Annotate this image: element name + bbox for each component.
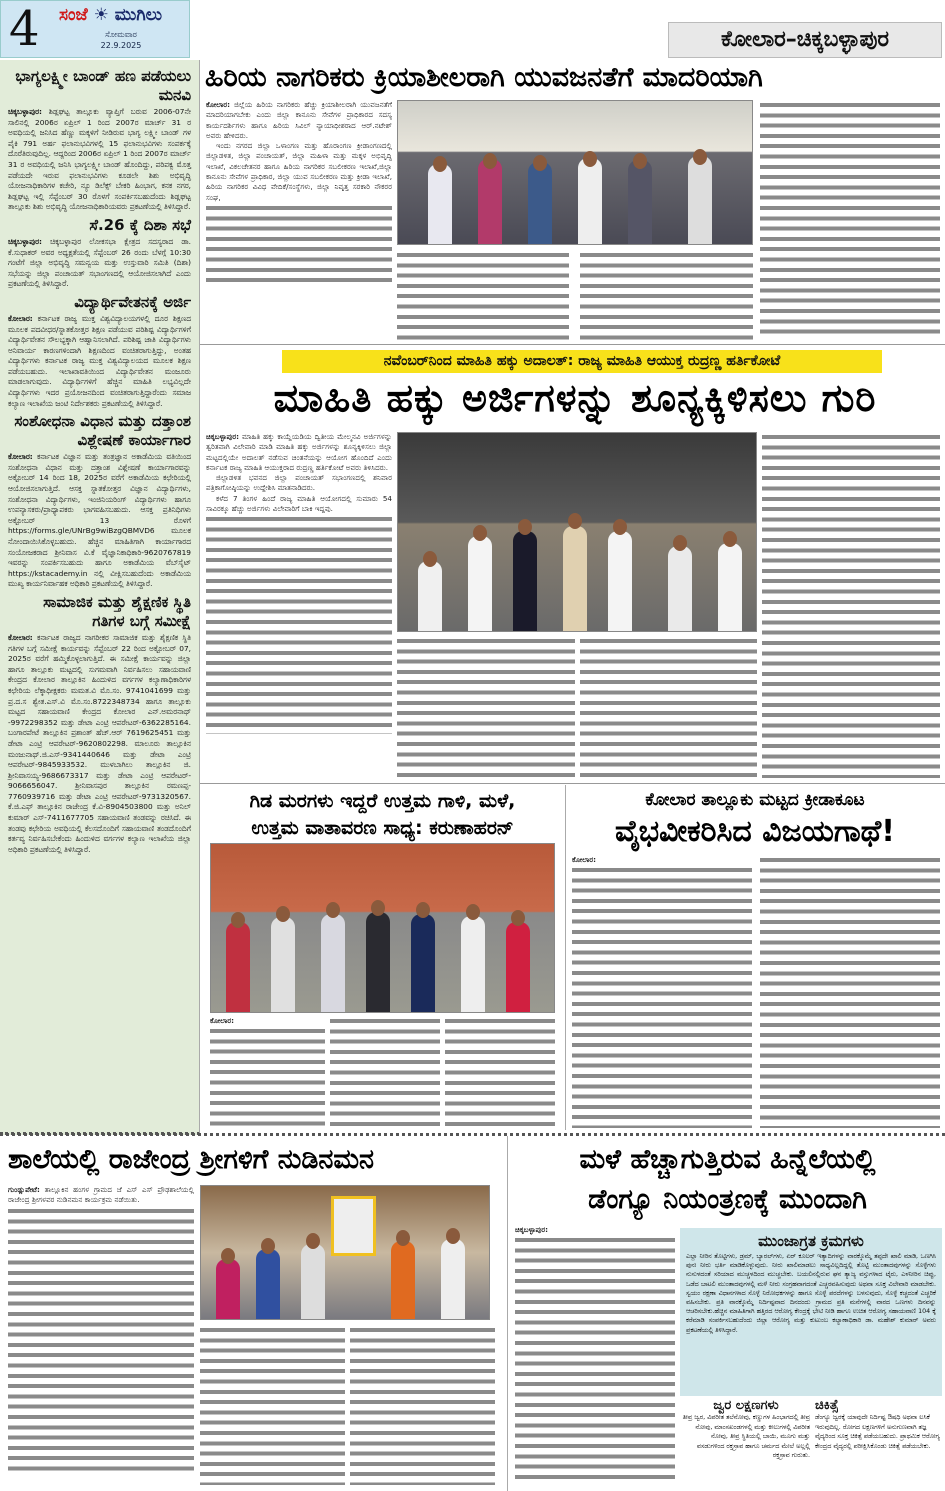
- article-school-col3: [350, 1325, 495, 1485]
- photo-tree-planting: [210, 843, 555, 1013]
- article-rti-col1: ಚಿಕ್ಕಬಳ್ಳಾಪುರ: ಮಾಹಿತಿ ಹಕ್ಕು ಕಾಯ್ದೆಯಡಿಯ ದ್ವಿತೀಯ ಮೇಲ್ಮನವಿ ಅರ್ಜಿಗಳನ್ನು ತ್ವರಿತವಾಗಿ ವಿಲೇವಾರಿ ಮಾಡಿ ಮಾಹಿತಿ ಹಕ್ಕು ಅರ್ಜಿಗಳನ್ನು ಶೂನ್ಯಕ್ಕಿಳಿಸಲು ಜಿಲ್ಲಾ ಮಟ್ಟದಲ್ಲಿಯೇ ಅದಾಲತ್ ನಡೆಸುವ ಚಿಂತನೆಯನ್ನು ಆಯೋಗ ಹೊಂದಿದೆ ಎಂದು ಕರ್ನಾಟಕ ರಾಜ್ಯ ಮಾಹಿತಿ ಆಯುಕ್ತರಾದ ರುದ್ರಣ್ಣ ಹರ್ತಿಕೋಟೆ ಅವರು ತಿಳಿಸಿದರು. ಜಿಲ್ಲಾಡಳಿತ ಭವನದ ಜಿಲ್ಲಾ ಪಂಚಾಯತ್ ಸಭಾಂಗಣದಲ್ಲಿ ಶನಿವಾರ ಪತ್ರಿಕಾಗೋಷ್ಠಿಯನ್ನು ಉದ್ದೇಶಿಸಿ ಮಾತನಾಡಿದರು. ಕಳೆದ 7 ತಿಂಗಳ ಹಿಂದೆ ರಾಜ್ಯ ಮಾಹಿತಿ ಆಯೋಗದಲ್ಲಿ ಸುಮಾರು 54 ಸಾವಿರಕ್ಕೂ ಹೆಚ್ಚು ಅರ್ಜಿಗಳು ವಿಲೇವಾರಿಗೆ ಬಾಕಿ ಇದ್ದವು.: [206, 432, 392, 777]
- article-elders-col2: [397, 250, 569, 340]
- article-dengue-col1: ಚಿಕ್ಕಬಳ್ಳಾಪುರ:: [515, 1225, 675, 1487]
- brief-text: ಚಿಕ್ಕಬಳ್ಳಾಪುರ ಲೋಕಸಭಾ ಕ್ಷೇತ್ರದ ಸದಸ್ಯರಾದ ಡಾ. ಕೆ.ಸುಧಾಕರ್ ಅವರ ಅಧ್ಯಕ್ಷತೆಯಲ್ಲಿ ಸೆಪ್ಟೆಂಬರ್ 26 ರಂದು ಬೆಳಗ್ಗೆ 10:30 ಗಂಟೆಗೆ ಜಿಲ್ಲಾ ಅಭಿವೃದ್ಧಿ ಸಮನ್ವಯ ಮತ್ತು ಉಸ್ತುವಾರಿ ಸಮಿತಿ (ದಿಶಾ) ಸಭೆಯನ್ನು ಜಿಲ್ಲಾ ಪಂಚಾಯತ್ ಸಭಾಂಗಣದಲ್ಲಿ ಆಯೋಜಿಸಲಾಗಿದೆ ಎಂದು ಪ್ರಕಟಣೆಯಲ್ಲಿ ತಿಳಿಸಿದ್ದಾರೆ.: [8, 236, 191, 289]
- brief-headline: ವಿದ್ಯಾರ್ಥಿವೇತನಕ್ಕೆ ಅರ್ಜಿ: [74, 292, 191, 311]
- brief-dateline: ಕೋಲಾರ:: [8, 452, 33, 462]
- headline-dengue: ಮಳೆ ಹೆಚ್ಚಾಗುತ್ತಿರುವ ಹಿನ್ನೆಲೆಯಲ್ಲಿ ಡೆಂಗ್ಯೂ ನಿಯಂತ್ರಣಕ್ಕೆ ಮುಂದಾಗಿ: [579, 1144, 876, 1215]
- photo-elders-event: [397, 100, 753, 245]
- article-rti-col3: [580, 636, 757, 778]
- brief-text: ಶಿಡ್ಲಘಟ್ಟ ತಾಲ್ಲೂಕು ವ್ಯಾಪ್ತಿಗೆ ಬರುವ 2006-07ನೇ ಸಾಲಿನಲ್ಲಿ 2006ರ ಏಪ್ರಿಲ್ 1 ರಿಂದ 2007ರ ಮಾರ್ಚ್ 31 ರ ಅವಧಿಯಲ್ಲಿ ಜನಿಸಿದ ಹೆಣ್ಣು ಮಕ್ಕಳಿಗೆ ನೀಡಿರುವ ಭಾಗ್ಯ ಲಕ್ಷ್ಮೀ ಬಾಂಡ್ ಗಳ ಪೈಕಿ 791 ಅರ್ಹ ಫಲಾನುಭವಿಗಳಲ್ಲಿ 15 ಫಲಾನುಭವಿಗಳು ಸಂಪರ್ಕಕ್ಕೆ ದೊರೆತಿರುವುದಿಲ್ಲ. ಆದ್ದರಿಂದ 2006ರ ಏಪ್ರಿಲ್ 1 ರಿಂದ 2007ರ ಮಾರ್ಚ್ 31 ರ ಅವಧಿಯಲ್ಲಿ ಜನಿಸಿ ಭಾಗ್ಯಲಕ್ಷ್ಮೀ ಬಾಂಡ್ ಹೊಂದಿದ್ದು, ಪರಿಪಕ್ವ ಮೊತ್ತ ಪಡೆಯದೇ ಇರುವ ಫಲಾನುಭವಿಗಳು ಕೂಡಲೇ ಶಿಶು ಅಭಿವೃದ್ಧಿ ಯೋಜನಾಧಿಕಾರಿಗಳ ಕಚೇರಿ, ನ್ಯೂ ಡಿಲೆಕ್ಸ್ ಬೇಕರಿ ಹಿಂಭಾಗ, ಕನಕ ನಗರ, ಶಿಡ್ಲಘಟ್ಟ ಇಲ್ಲಿ ಸೆಪ್ಟೆಂಬರ್ 30 ರೊಳಗೆ ಸಂಪರ್ಕಿಸಬಹುದೆಂದು ಶಿಡ್ಲಘಟ್ಟ ತಾಲ್ಲೂಕು ಶಿಶು ಅಭಿವೃದ್ಧಿ ಯೋಜನಾಧಿಕಾರಿಯವರು ಪ್ರಕಟಣೆಯಲ್ಲಿ ತಿಳಿಸಿದ್ದಾರೆ.: [8, 107, 191, 212]
- article-rti-col4: [762, 432, 940, 778]
- masthead: [0, 0, 190, 58]
- page-number: 4: [9, 1, 40, 57]
- brief-body: [8, 107, 191, 213]
- treatment-section: ಚಿಕಿತ್ಸೆ ಡೆಂಗ್ಯೂ ಜ್ವರಕ್ಕೆ ಯಾವುದೇ ನಿರ್ದಿಷ್ಟ ಔಷಧಿ ಅಥವಾ ಲಸಿಕೆ ಇರುವುದಿಲ್ಲ. ರೋಗದ ಲಕ್ಷಣಗಳಿಗೆ ಅನುಗುಣವಾಗಿ ತಜ್ಞ ವೈದ್ಯರಿಂದ ಸೂಕ್ತ ಚಿಕಿತ್ಸೆ ಪಡೆಯಬಹುದು. ಪ್ರಾಥಮಿಕ ಆರೋಗ್ಯ ಕೇಂದ್ರದ ವೈದ್ಯರಲ್ಲಿ ಪರೀಕ್ಷಿಸಿಕೊಂಡು ಚಿಕಿತ್ಸೆ ಪಡೆಯಬೇಕು.: [815, 1398, 940, 1450]
- brief-dateline: ಚಿಕ್ಕಬಳ್ಳಾಪುರ:: [8, 236, 42, 246]
- kicker-rti: ನವೆಂಬರ್‌ನಿಂದ ಮಾಹಿತಿ ಹಕ್ಕು ಅದಾಲತ್: ರಾಜ್ಯ ಮಾಹಿತಿ ಆಯುಕ್ತ ರುದ್ರಣ್ಣ ಹರ್ತಿಕೋಟೆ: [282, 350, 882, 373]
- headline-rti: ಮಾಹಿತಿ ಹಕ್ಕು ಅರ್ಜಿಗಳನ್ನು ಶೂನ್ಯಕ್ಕಿಳಿಸಲು ಗುರಿ: [273, 376, 877, 420]
- article-elders-col3: [580, 250, 753, 340]
- brief-dateline: ಕೋಲಾರ:: [8, 632, 33, 642]
- brief-dateline: ಚಿಕ್ಕಬಳ್ಳಾಪುರ:: [8, 107, 42, 116]
- brief-text: ಕರ್ನಾಟಕ ರಾಜ್ಯ ಮುಕ್ತ ವಿಶ್ವವಿದ್ಯಾಲಯಗಳಲ್ಲಿ ದೂರ ಶಿಕ್ಷಣದ ಮೂಲಕ ಪದವೀಧರ/ಸ್ನಾತಕೋತ್ತರ ಶಿಕ್ಷಣ ಪಡೆಯುವ ಪರಿಶಿಷ್ಟ ವಿದ್ಯಾರ್ಥಿಗಳಿಗೆ ವಿದ್ಯಾರ್ಥಿವೇತನ ಸೌಲಭ್ಯಕ್ಕಾಗಿ ಆಹ್ವಾನಿಸಲಾಗಿದೆ. ಪರಿಶಿಷ್ಟ ಜಾತಿ ವಿದ್ಯಾರ್ಥಿಗಳು ಅನಿವಾರ್ಯ ಕಾರಣಗಳಿಂದಾಗಿ ಶಿಕ್ಷಣದಿಂದ ವಂಚಿತರಾಗುತ್ತಿದ್ದು, ಅಂತಹ ವಿದ್ಯಾರ್ಥಿಗಳು ಕರ್ನಾಟಕ ರಾಜ್ಯ ಮುಕ್ತ ವಿಶ್ವವಿದ್ಯಾಲಯದ ಮೂಲಕ ಶಿಕ್ಷಣ ಪಡೆಯಬಹುದು. ಇಲಾಖಾವತಿಯಿಂದ ವಿದ್ಯಾರ್ಥಿವೇತನ ಮಂಜೂರು ಮಾಡಲಾಗುವುದು. ವಿದ್ಯಾರ್ಥಿಗಳಿಗೆ ಹೆಚ್ಚಿನ ಮಾಹಿತಿ ಲಭ್ಯವಿಲ್ಲದೇ ವಿದ್ಯಾರ್ಥಿಗಳು ಇದರ ಪ್ರಯೋಜನದಿಂದ ವಂಚಿತರಾಗುತ್ತಿದ್ದಾರೆಂದು ಸಮಾಜ ಕಲ್ಯಾಣ ಇಲಾಖೆಯ ಜಂಟಿ ನಿರ್ದೇಶಕರು ಪ್ರಕಟಣೆಯಲ್ಲಿ ತಿಳಿಸಿದ್ದಾರೆ.: [8, 313, 191, 408]
- kicker-sports: ಕೋಲಾರ ತಾಲ್ಲೂಕು ಮಟ್ಟದ ಕ್ರೀಡಾಕೂಟ: [645, 790, 865, 810]
- brief-headline: ಸಾಮಾಜಿಕ ಮತ್ತು ಶೈಕ್ಷಣಿಕ ಸ್ಥಿತಿ ಗತಿಗಳ ಬಗ್ಗೆ ಸಮೀಕ್ಷೆ: [43, 592, 191, 630]
- article-trees-col1: ಕೋಲಾರ:: [210, 1016, 325, 1128]
- article-elders-col4: [760, 100, 940, 340]
- newspaper-logo: ಸಂಜೆ ☀ ಮುಗಿಲು: [59, 5, 163, 25]
- article-trees-col3: [445, 1016, 555, 1128]
- precautions-box: [680, 1228, 942, 1396]
- brief-headline: ಸಂಶೋಧನಾ ವಿಧಾನ ಮತ್ತು ದತ್ತಾಂಶ ವಿಶ್ಲೇಷಣೆ ಕಾರ್ಯಾಗಾರ: [14, 412, 191, 450]
- headline-sports: ವೈಭವೀಕರಿಸಿದ ವಿಜಯಗಾಥೆ!: [615, 814, 895, 849]
- brief-dateline: ಕೋಲಾರ:: [8, 313, 33, 323]
- brief-text: ಕರ್ನಾಟಕ ವಿಜ್ಞಾನ ಮತ್ತು ತಂತ್ರಜ್ಞಾನ ಅಕಾಡೆಮಿಯ ವತಿಯಿಂದ ಸಂಶೋಧನಾ ವಿಧಾನ ಮತ್ತು ದತ್ತಾಂಶ ವಿಶ್ಲೇಷಣೆ ಕಾರ್ಯಾಗಾರವನ್ನು ಅಕ್ಟೋಬರ್ 14 ರಿಂದ 18, 2025ರ ವರೆಗೆ ಅಕಾಡೆಮಿಯ ಕಛೇರಿಯಲ್ಲಿ ಆಯೋಜಿಸಲಾಗುತ್ತಿದೆ. ಆಸಕ್ತ ಸ್ನಾತಕೋತ್ತರ ವಿಜ್ಞಾನ ವಿದ್ಯಾರ್ಥಿಗಳು, ಸಂಶೋಧನಾ ವಿದ್ಯಾರ್ಥಿಗಳು, ಇಂಜಿನಿಯರಿಂಗ್ ವಿದ್ಯಾರ್ಥಿಗಳು ಹಾಗೂ ಉಪನ್ಯಾಸಕರು/ಪ್ರಾಧ್ಯಾಪಕರು ಭಾಗವಹಿಸಬಹುದು. ಆಸಕ್ತ ಪ್ರತಿನಿಧಿಗಳು ಅಕ್ಟೋಬರ್ 13 ರೊಳಗೆ https://forms.gle/UNrBg9wiBzgQBMVD6 ಮೂಲಕ ನೋಂದಾಯಿಸಿಕೊಳ್ಳಬಹುದು. ಹೆಚ್ಚಿನ ಮಾಹಿತಿಗಾಗಿ ಕಾರ್ಯಾಗಾರದ ಸಂಯೋಜಕರಾದ ಶ್ರೀನಿವಾಸ ವಿ.ಕೆ ವೈಜ್ಞಾನಿಕಾಧಿಕಾರಿ-9620767819 ಇವರನ್ನು ಸಂಪರ್ಕಿಸಬಹುದು ಹಾಗೂ ಅಕಾಡೆಮಿಯ ವೆಬ್‌ಸೈಟ್ https://kstacademy.in ನಲ್ಲಿ ವೀಕ್ಷಿಸಬಹುದೆಂದು ಅಕಾಡೆಮಿಯ ಮುಖ್ಯ ಕಾರ್ಯನಿರ್ವಾಹಕ ಅಧಿಕಾರಿ ಪ್ರಕಟಣೆಯಲ್ಲಿ ತಿಳಿಸಿದ್ದಾರೆ.: [8, 452, 191, 589]
- headline-elders: ಹಿರಿಯ ನಾಗರಿಕರು ಕ್ರಿಯಾಶೀಲರಾಗಿ ಯುವಜನತೆಗೆ ಮಾದರಿಯಾಗಿ: [205, 62, 763, 93]
- article-trees-col2: [330, 1016, 440, 1128]
- brief-headline: ಸೆ.26 ಕ್ಕೆ ದಿಶಾ ಸಭೆ: [89, 215, 191, 234]
- brief-headline: ಭಾಗ್ಯಲಕ್ಷ್ಮೀ ಬಾಂಡ್ ಹಣ ಪಡೆಯಲು ಮನವಿ: [15, 67, 191, 104]
- briefs-sidebar: [0, 60, 200, 1135]
- brief-text: ಕರ್ನಾಟಕ ರಾಜ್ಯದ ನಾಗರೀಕರ ಸಾಮಾಜಿಕ ಮತ್ತು ಶೈಕ್ಷಣಿಕ ಸ್ಥಿತಿ ಗತಿಗಳ ಬಗ್ಗೆ ಸಮೀಕ್ಷೆ ಕಾರ್ಯವನ್ನು ಸೆಪ್ಟೆಂಬರ್ 22 ರಿಂದ ಅಕ್ಟೋಬರ್ 07, 2025ರ ವರೆಗೆ ಹಮ್ಮಿಕೊಳ್ಳಲಾಗುತ್ತಿದೆ. ಈ ಸಮೀಕ್ಷೆ ಕಾರ್ಯವನ್ನು ಜಿಲ್ಲಾ ಹಾಗೂ ತಾಲ್ಲೂಕು ಮಟ್ಟದಲ್ಲಿ ಸುಗಮವಾಗಿ ನಿರ್ವಹಿಸಲು ಸಹಾಯವಾಣಿ ಕೇಂದ್ರದ ಕೋಲಾರ ತಾಲ್ಲೂಕಿನ ಹಿಂದುಳಿದ ವರ್ಗಗಳ ಕಲ್ಯಾಣಾಧಿಕಾರಿಗಳ ಕಛೇರಿಯ ಲೆಕ್ಕಾಧೀಕ್ಷಕರು ಮಮತ.ವಿ ಮೊ.ಸಂ. 9741041699 ಮತ್ತು ಪ್ರ.ದ.ಸ ಶ್ವೇತ.ಎಸ್.ವಿ ಮೊ.ಸಂ.8722348734 ಹಾಗೂ ತಾಲ್ಲೂಕು ಮಟ್ಟದ ಸಹಾಯವಾಣಿ ಕೇಂದ್ರದ ಕೋಲಾರ ಎನ್.ಅಮರನಾಥ್ -9972298352 ಮತ್ತು ಡೇಟಾ ಎಂಟ್ರಿ ಆಪರೇಟರ್-6362285164. ಬಂಗಾರಪೇಟೆ ತಾಲ್ಲೂಕಿನ ಪ್ರಶಾಂತ್ ಹೆಚ್.ಆರ್ 7619625451 ಮತ್ತು ಡೇಟಾ ಎಂಟ್ರಿ ಆಪರೇಟರ್-9620802298. ಮಾಲೂರು ತಾಲ್ಲೂಕಿನ ಮಂಜುನಾಥ್.ಜಿ.ಎಸ್-9341440646 ಮತ್ತು ಡೇಟಾ ಎಂಟ್ರಿ ಆಪರೇಟರ್-9845933532. ಮುಳಬಾಗಿಲು ತಾಲ್ಲೂಕಿನ ಜಿ. ಶ್ರೀನಿವಾಸಯ್ಯ-9686673317 ಮತ್ತು ಡೇಟಾ ಎಂಟ್ರಿ ಆಪರೇಟರ್- 9066656047. ಶ್ರೀನಿವಾಸಪುರ ತಾಲ್ಲೂಕಿನ ರಮಣಪ್ಪ- 7760939716 ಮತ್ತು ಡೇಟಾ ಎಂಟ್ರಿ ಆಪರೇಟರ್-9731320567. ಕೆ.ಜಿ.ಎಫ್ ತಾಲ್ಲೂಕಿನ ರಾಜೇಂದ್ರ ಕೆ.ವಿ-8904503800 ಮತ್ತು ಅನಿಲ್ ಕುಮಾರ್ ಎಸ್-7411677705 ಸಹಾಯವಾಣಿ ತಂಡವನ್ನು ರಚಿಸಿದೆ. ಈ ತಂಡವು ಕಛೇರಿಯ ಅವಧಿಯಲ್ಲಿ ಕೆಲಸದೊಂದಿಗೆ ಸಹಾಯವಾಣಿ ತಂಡದೊಂದಿಗೆ ಕರ್ತವ್ಯ ನಿರ್ವಹಿಸಬೇಕೆಂದು ಹಿಂದುಳಿದ ವರ್ಗಗಳ ಕಲ್ಯಾಣ ಇಲಾಖೆಯ ಜಿಲ್ಲಾ ಅಧಿಕಾರಿ ಪ್ರಕಟಣೆಯಲ್ಲಿ ತಿಳಿಸಿದ್ದಾರೆ.: [8, 632, 191, 854]
- photo-school-tribute: [200, 1185, 490, 1320]
- headline-school: ಶಾಲೆಯಲ್ಲಿ ರಾಜೇಂದ್ರ ಶ್ರೀಗಳಿಗೆ ನುಡಿನಮನ: [8, 1144, 375, 1175]
- article-elders-col1: ಕೋಲಾರ: ಜಿಲ್ಲೆಯ ಹಿರಿಯ ನಾಗರಿಕರು ಹೆಚ್ಚು ಕ್ರಿಯಾಶೀಲರಾಗಿ ಯುವಜನತೆಗೆ ಮಾದರಿಯಾಗಬೇಕು ಎಂದು ಜಿಲ್ಲಾ ಕಾನೂನು ಸೇವೆಗಳ ಪ್ರಾಧಿಕಾರದ ಸದಸ್ಯ ಕಾರ್ಯದರ್ಶಿಗಳು ಹಾಗೂ ಹಿರಿಯ ಸಿವಿಲ್ ನ್ಯಾಯಾಧೀಶರಾದ ಆರ್.ನಟೇಶ್ ಅವರು ಹೇಳಿದರು. ಇಂದು ನಗರದ ಜಿಲ್ಲಾ ಒಳಾಂಗಣ ಮತ್ತು ಹೊರಾಂಗಣ ಕ್ರೀಡಾಂಗಣದಲ್ಲಿ ಜಿಲ್ಲಾಡಳಿತ, ಜಿಲ್ಲಾ ಪಂಚಾಯತ್, ಜಿಲ್ಲಾ ಮಹಿಳಾ ಮತ್ತು ಮಕ್ಕಳ ಅಭಿವೃದ್ಧಿ ಇಲಾಖೆ, ವಿಕಲಚೇತನರ ಹಾಗೂ ಹಿರಿಯ ನಾಗರಿಕರ ಸಬಲೀಕರಣ ಇಲಾಖೆ,ಜಿಲ್ಲಾ ಕಾನೂನು ಸೇವೆಗಳ ಪ್ರಾಧಿಕಾರ, ಜಿಲ್ಲಾ ಯುವ ಸಬಲೀಕರಣ ಮತ್ತು ಕ್ರೀಡಾ ಇಲಾಖೆ, ಹಿರಿಯ ನಾಗರಿಕರ ವಿವಿಧ ವೇದಿಕೆ/ಸಂಸ್ಥೆಗಳು, ಜಿಲ್ಲಾ ನಿವೃತ್ತ ಸರಕಾರಿ ನೌಕರರ ಸಂಘ,: [206, 100, 392, 340]
- brief-body: [8, 314, 191, 409]
- issue-date: ಸೋಮವಾರ 22.9.2025: [100, 30, 142, 50]
- photo-rti-press-meet: [397, 432, 757, 632]
- precautions-title: ಮುಂಜಾಗ್ರತ ಕ್ರಮಗಳು: [758, 1232, 864, 1250]
- brief-body: [8, 237, 191, 290]
- article-school-col2: [200, 1325, 345, 1485]
- article-sports-col2: [760, 855, 940, 1128]
- brief-body: [8, 452, 191, 590]
- brief-body: [8, 633, 191, 855]
- section-title: ಕೋಲಾರ–ಚಿಕ್ಕಬಳ್ಳಾಪುರ: [668, 22, 942, 58]
- article-school-col1: ಗುಂಡ್ಲುಪೇಟೆ: ತಾಲ್ಲೂಕಿನ ಹಂಗಳ ಗ್ರಾಮದ ಜೆ ಎಸ್ ಎಸ್ ಪ್ರೌಢಶಾಲೆಯಲ್ಲಿ ರಾಜೇಂದ್ರ ಶ್ರೀಗಳವರ ನುಡಿನಮನ ಕಾರ್ಯಕ್ರಮ ನಡೆಯಿತು.: [8, 1185, 194, 1485]
- article-sports-col1: ಕೋಲಾರ:: [572, 855, 752, 1128]
- symptoms-section: ಜ್ವರ ಲಕ್ಷಣಗಳು ತೀವ್ರ ಜ್ವರ, ವಿಪರೀತ ತಲೆನೋವು, ಕಣ್ಣುಗಳ ಹಿಂಭಾಗದಲ್ಲಿ ತೀವ್ರ ನೋವು, ಮಾಂಸಖಂಡಗಳಲ್ಲಿ ಮತ್ತು ಕೀಲುಗಳಲ್ಲಿ ವಿಪರೀತ ನೋವು, ತೀವ್ರ ಸ್ಥಿತಿಯಲ್ಲಿ ಬಾಯಿ, ಮೂಗು ಮತ್ತು ವಸಡುಗಳಿಂದ ರಕ್ತಸ್ರಾವ ಹಾಗೂ ಚರ್ಮದ ಮೇಲೆ ಅಲ್ಲಲ್ಲಿ ರಕ್ತಸ್ರಾವ ಗುರುತು.: [682, 1398, 810, 1459]
- article-rti-col2: [397, 636, 575, 778]
- headline-trees: ಗಿಡ ಮರಗಳು ಇದ್ದರೆ ಉತ್ತಮ ಗಾಳಿ, ಮಳೆ, ಉತ್ತಮ ವಾತಾವರಣ ಸಾಧ್ಯ: ಕರುಣಾಹರನ್: [249, 790, 516, 839]
- precautions-body: ಎಲ್ಲಾ ನೀರಿನ ತೊಟ್ಟಿಗಳು, ಡ್ರಮ್, ಬ್ಯಾರಲ್‌ಗಳು, ಏರ್ ಕೂಲರ್ ಇತ್ಯಾದಿಗಳನ್ನು ವಾರಕ್ಕೊಮ್ಮೆ ತಪ್ಪದೇ ಖಾಲಿ ಮಾಡಿ, ಒಣಗಿಸಿ ಪುನಃ ನೀರು ಭರ್ತಿ ಮಾಡಿಕೊಳ್ಳುವುದು. ನೀರು ಖಾಲಿಮಾಡಲು ಸಾಧ್ಯವಿಲ್ಲದಿದ್ದಲ್ಲಿ ತೊಟ್ಟಿ ಮುಂತಾದವುಗಳನ್ನು ಸೊಳ್ಳೆಗಳು ನುಸುಳದಂತೆ ಸರಿಯಾದ ಮುಚ್ಚಳದಿಂದ ಮುಚ್ಚಬೇಕು. ಬಯಲಿನಲ್ಲಿರುವ ಘನ ತ್ಯಾಜ್ಯ ವಸ್ತುಗಳಾದ ಟೈರು, ಎಳನೀರಿನ ಚಿಪ್ಪು, ಒಡೆದ ಬಾಟಲಿ ಮುಂತಾದವುಗಳಲ್ಲಿ ಮಳೆ ನೀರು ಸಂಗ್ರಹವಾಗದಂತೆ ಎಚ್ಚರವಹಿಸುವುದು ಅಥವಾ ಸೂಕ್ತ ವಿಲೇವಾರಿ ಮಾಡಬೇಕು. ಸ್ವಯಂ ರಕ್ಷಣಾ ವಿಧಾನಗಳಾದ ಸೊಳ್ಳೆ ನಿರೋಧಕಗಳನ್ನು ಹಾಗೂ ಸೊಳ್ಳೆ ಪರದೆಗಳನ್ನು ಬಳಸುವುದು, ಸೊಳ್ಳೆ ಕಚ್ಚದಂತೆ ಎಚ್ಚರಿಕೆ ವಹಿಸಬೇಕು. ಪ್ರತಿ ವಾರಕ್ಕೊಮ್ಮೆ ನಿರ್ದಿಷ್ಟವಾದ ದಿನದಂದು ಗ್ರಾಮದ ಪ್ರತಿ ಮನೆಗಳಲ್ಲಿ ವಾರದ ಒಣಗಳು ದಿನವನ್ನು ಆಚರಿಸಬೇಕು.ಹೆಚ್ಚಿನ ಮಾಹಿತಿಗಾಗಿ ಹತ್ತಿರದ ಆರೋಗ್ಯ ಕೇಂದ್ರಕ್ಕೆ ಭೇಟಿ ನೀಡಿ ಹಾಗೂ ಉಚಿತ ಆರೋಗ್ಯ ಸಹಾಯವಾಣಿ 104 ಕ್ಕೆ ಕರೆಮಾಡಿ ಸಂಪರ್ಕಿಸಬಹುದೆಂದು ಜಿಲ್ಲಾ ಆರೋಗ್ಯ ಮತ್ತು ಕುಟುಂಬ ಕಲ್ಯಾಣಾಧಿಕಾರಿ ಡಾ. ಮಹೇಶ್ ಕುಮಾರ್ ಅವರು ಪ್ರಕಟಣೆಯಲ್ಲಿ ತಿಳಿಸಿದ್ದಾರೆ.: [686, 1253, 936, 1334]
